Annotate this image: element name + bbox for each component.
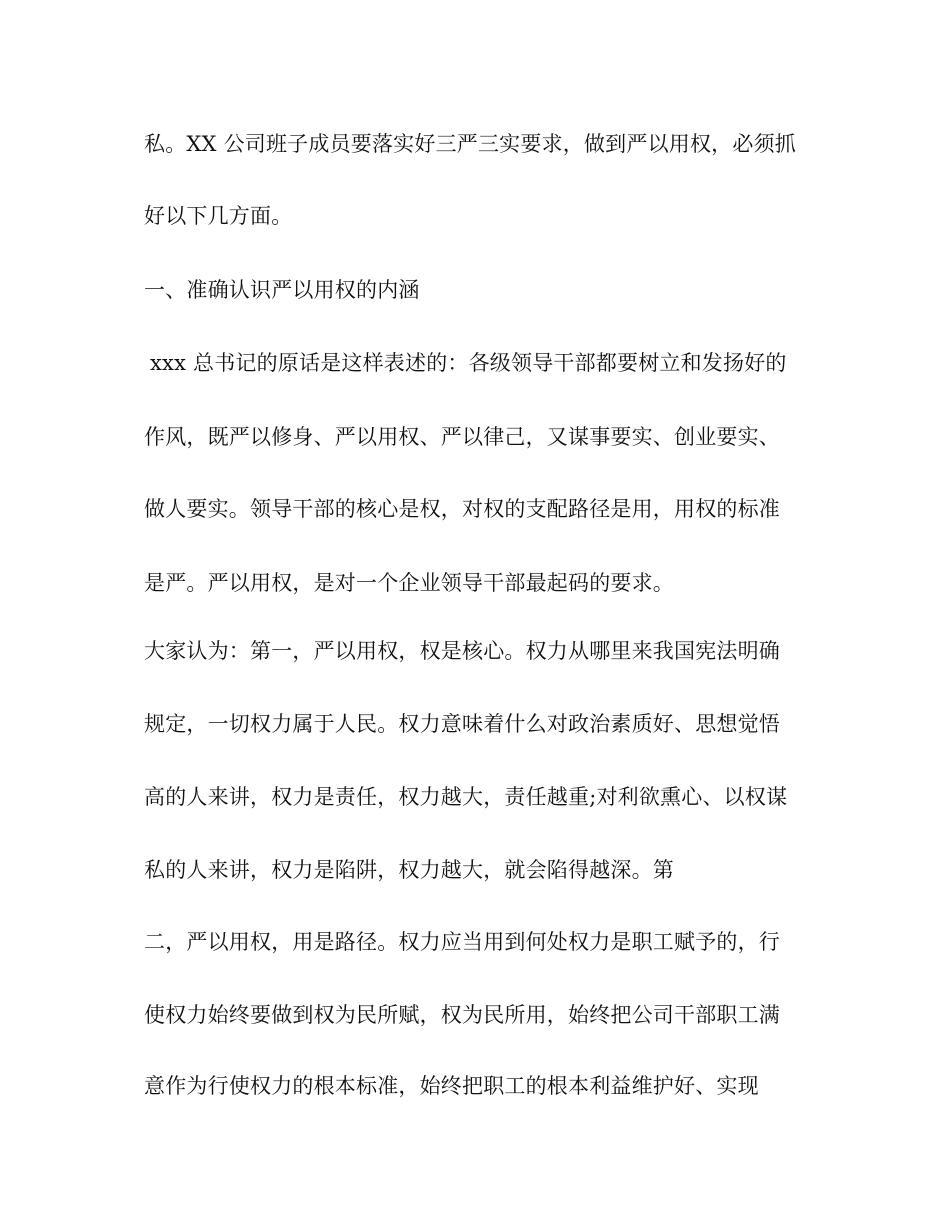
paragraph-line-1: 私。XX 公司班子成员要落实好三严三实要求，做到严以用权，必须抓: [144, 132, 796, 156]
paragraph-line-7: 是严。严以用权，是对一个企业领导干部最起码的要求。: [144, 571, 674, 595]
paragraph-line-14: 意作为行使权力的根本标准，始终把职工的根本利益维护好、实现: [144, 1074, 759, 1098]
paragraph-line-8: 大家认为：第一，严以用权，权是核心。权力从哪里来我国宪法明确: [144, 639, 780, 663]
paragraph-line-5: 作风，既严以修身、严以用权、严以律己，又谋事要实、创业要实、: [144, 425, 780, 449]
paragraph-line-2: 好以下几方面。: [144, 204, 293, 228]
paragraph-line-6: 做人要实。领导干部的核心是权，对权的支配路径是用，用权的标准: [144, 497, 780, 521]
paragraph-line-13: 使权力始终要做到权为民所赋，权为民所用，始终把公司干部职工满: [144, 1003, 780, 1027]
paragraph-line-10: 高的人来讲，权力是责任，权力越大，责任越重;对利欲熏心、以权谋: [144, 785, 788, 809]
paragraph-line-9: 规定，一切权力属于人民。权力意味着什么对政治素质好、思想觉悟: [144, 712, 780, 736]
paragraph-line-11: 私的人来讲，权力是陷阱，权力越大，就会陷得越深。第: [144, 858, 674, 882]
section-heading: 一、准确认识严以用权的内涵: [144, 278, 420, 302]
paragraph-line-12: 二，严以用权，用是路径。权力应当用到何处权力是职工赋予的，行: [144, 930, 780, 954]
paragraph-line-4: xxx 总书记的原话是这样表述的：各级领导干部都要树立和发扬好的: [150, 351, 787, 375]
